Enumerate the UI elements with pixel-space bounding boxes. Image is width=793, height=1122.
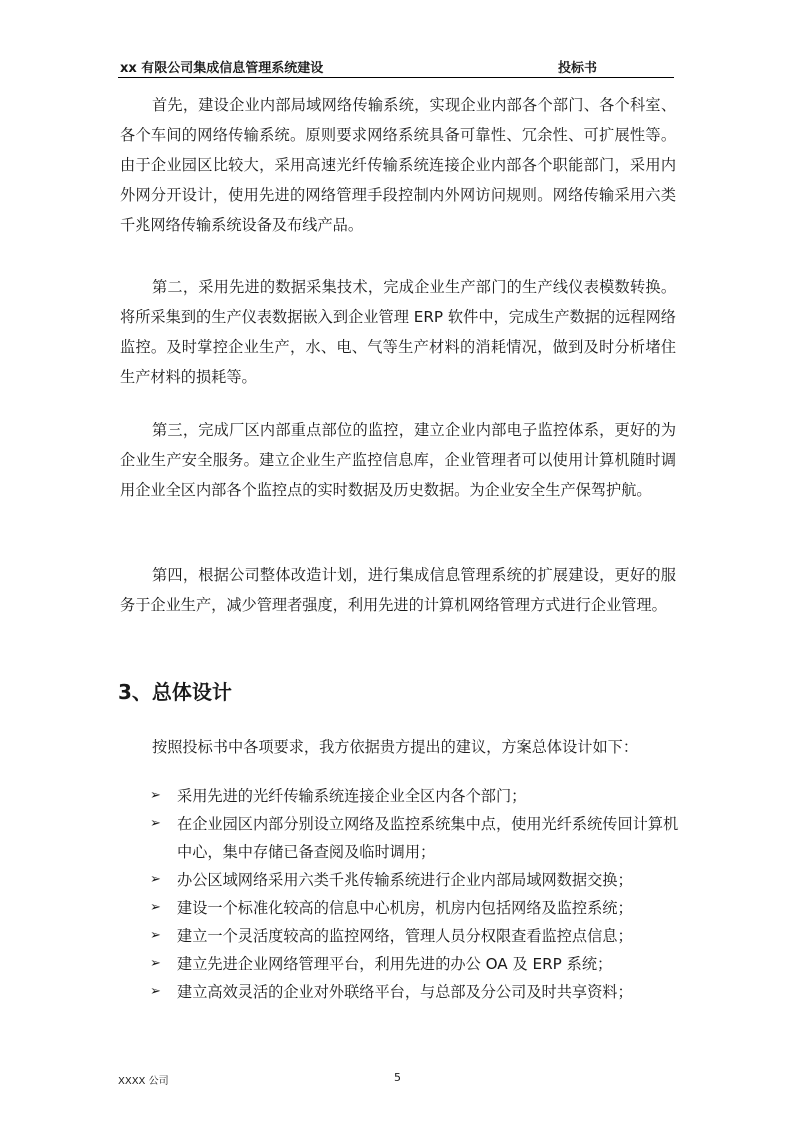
list-item-text: 建立高效灵活的企业对外联络平台，与总部及分公司及时共享资料； (177, 983, 633, 1001)
arrow-bullet-icon: ➢ (150, 816, 161, 831)
list-item-text: 建立一个灵活度较高的监控网络，管理人员分权限查看监控点信息； (177, 927, 633, 945)
list-item-text: 办公区域网络采用六类千兆传输系统进行企业内部局域网数据交换； (177, 871, 633, 889)
bullet-list (150, 782, 680, 1006)
paragraph-1: 首先，建设企业内部局域网络传输系统，实现企业内部各个部门、各个科室、各个车间的网络传输系统。原则要求网络系统具备可靠性、冗余性、可扩展性等。由于企业园区比较大，采用高速光纤传输系统连接企业内部各个职能部门，采用内外网分开设计，使用先进的网络管理手段控制内外网访问规则。网络传输采用六类千兆网络传输系统设备及布线产品。 (120, 96, 676, 234)
list-item (150, 894, 680, 922)
list-item (150, 950, 680, 978)
header-doc-type: 投标书 (558, 61, 598, 76)
paragraph-2: 第二，采用先进的数据采集技术，完成企业生产部门的生产线仪表模数转换。将所采集到的生产仪表数据嵌入到企业管理 ERP 软件中，完成生产数据的远程网络监控。及时掌控企业生产，水、电、气等生产材料的消耗情况，做到及时分析堵住生产材料的损耗等。 (120, 278, 676, 386)
list-item-text: 在企业园区内部分别设立网络及监控系统集中点，使用光纤系统传回计算机中心，集中存储已备查阅及临时调用； (177, 815, 679, 861)
arrow-bullet-icon: ➢ (150, 872, 161, 887)
paragraph-4: 第四，根据公司整体改造计划，进行集成信息管理系统的扩展建设，更好的服务于企业生产，减少管理者强度，利用先进的计算机网络管理方式进行企业管理。 (120, 566, 676, 614)
list-item (150, 978, 680, 1006)
section-heading: 3、总体设计 (118, 680, 232, 704)
arrow-bullet-icon: ➢ (150, 956, 161, 971)
arrow-bullet-icon: ➢ (150, 928, 161, 943)
page-number: 5 (394, 1071, 401, 1084)
header-title: xx 有限公司集成信息管理系统建设 (120, 61, 324, 76)
list-item (150, 782, 680, 810)
list-item-text: 建立先进企业网络管理平台，利用先进的办公 OA 及 ERP 系统； (177, 955, 613, 973)
arrow-bullet-icon: ➢ (150, 900, 161, 915)
list-item (150, 866, 680, 894)
arrow-bullet-icon: ➢ (150, 788, 161, 803)
section-intro: 按照投标书中各项要求，我方依据贵方提出的建议，方案总体设计如下： (152, 738, 638, 756)
list-item-text: 采用先进的光纤传输系统连接企业全区内各个部门； (177, 787, 527, 805)
list-item (150, 922, 680, 950)
page-header (118, 57, 674, 78)
paragraph-3: 第三，完成厂区内部重点部位的监控，建立企业内部电子监控体系，更好的为企业生产安全服务。建立企业生产监控信息库，企业管理者可以使用计算机随时调用企业全区内部各个监控点的实时数据及历史数据。为企业安全生产保驾护航。 (120, 421, 676, 499)
list-item (150, 810, 680, 866)
list-item-text: 建设一个标准化较高的信息中心机房，机房内包括网络及监控系统； (177, 899, 633, 917)
arrow-bullet-icon: ➢ (150, 984, 161, 999)
footer-company: XXXX 公司 (118, 1076, 169, 1087)
